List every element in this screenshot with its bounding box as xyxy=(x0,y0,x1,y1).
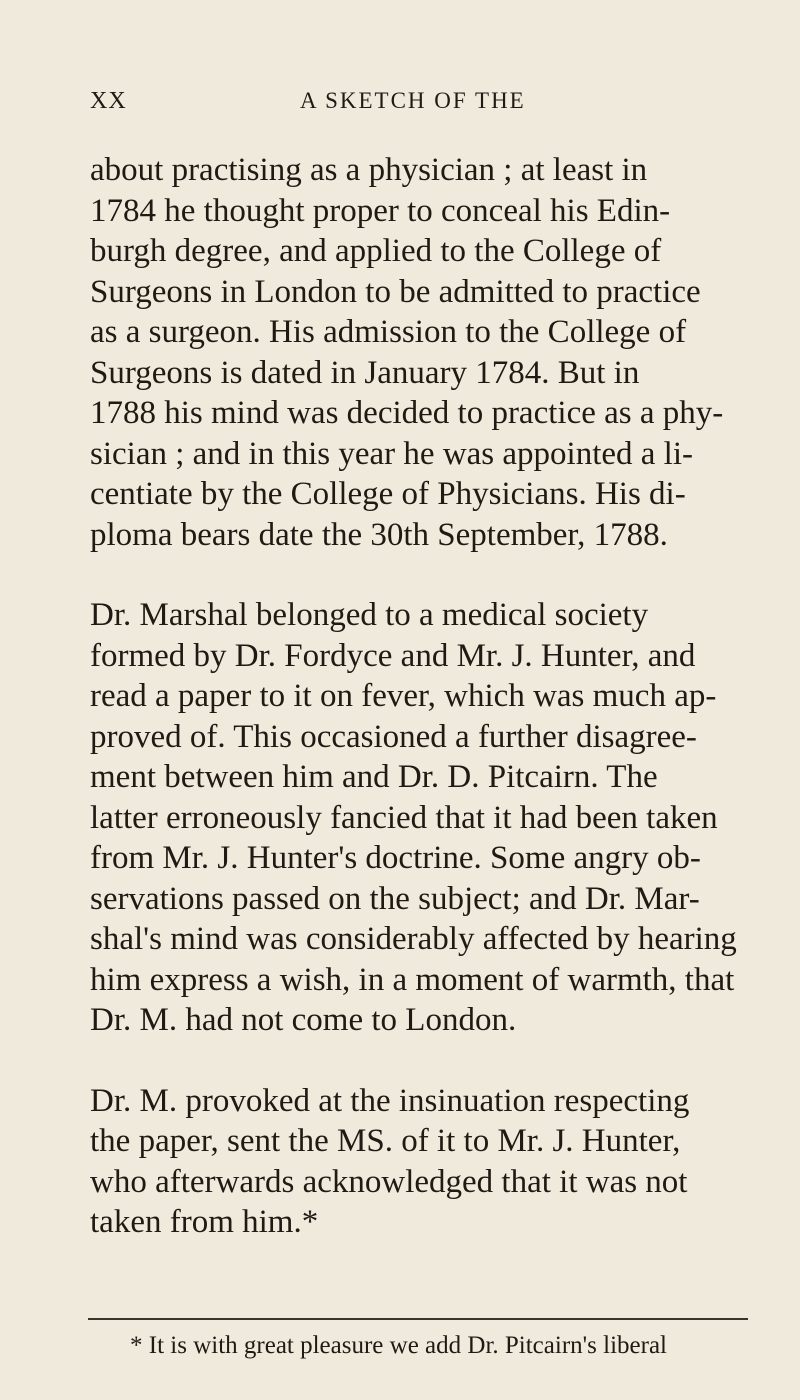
text-line: taken from him.* xyxy=(90,1204,319,1240)
footnote-rule xyxy=(88,1318,748,1320)
text-line: Dr. Marshal belonged to a medical society xyxy=(90,597,649,633)
text-line: servations passed on the subject; and Dr. Mar- xyxy=(90,880,700,917)
text-line: read a paper to it on fever, which was much ap- xyxy=(90,678,717,714)
text-line: ploma bears date the 30th September, 1788. xyxy=(90,516,668,553)
text-line: the paper, sent the MS. of it to Mr. J. Hunter, xyxy=(90,1123,681,1159)
paragraph-1 xyxy=(90,150,750,555)
text-line: about practising as a physician ; at least in xyxy=(90,152,648,188)
text-line: 1784 he thought proper to conceal his Edin- xyxy=(90,192,671,229)
body-text xyxy=(90,150,750,1243)
text-line: him express a wish, in a moment of warmth, that xyxy=(90,961,735,998)
text-line: proved of. This occasioned a further disagree- xyxy=(90,718,697,755)
text-line: 1788 his mind was decided to practice as a phy- xyxy=(90,395,724,431)
text-line: Surgeons is dated in January 1784. But in xyxy=(90,354,640,391)
text-line: from Mr. J. Hunter's doctrine. Some angry ob- xyxy=(90,840,701,876)
text-line: sician ; and in this year he was appointed a li- xyxy=(90,435,693,472)
text-line: as a surgeon. His admission to the College of xyxy=(90,314,687,350)
paragraph-2 xyxy=(90,595,750,1041)
text-line: formed by Dr. Fordyce and Mr. J. Hunter, and xyxy=(90,637,696,674)
text-line: ment between him and Dr. D. Pitcairn. The xyxy=(90,759,658,795)
footnote: * It is with great pleasure we add Dr. Pitcairn's liberal xyxy=(130,1332,667,1359)
page-number: XX xyxy=(90,88,127,114)
text-line: burgh degree, and applied to the College of xyxy=(90,233,662,269)
running-head: A SKETCH OF THE xyxy=(300,88,526,113)
text-line: shal's mind was considerably affected by hearing xyxy=(90,921,737,957)
page-header xyxy=(90,88,720,118)
text-line: who afterwards acknowledged that it was not xyxy=(90,1163,688,1200)
paragraph-3 xyxy=(90,1081,750,1243)
text-line: centiate by the College of Physicians. His di- xyxy=(90,476,686,512)
text-line: Dr. M. provoked at the insinuation respecting xyxy=(90,1082,690,1119)
text-line: Dr. M. had not come to London. xyxy=(90,1002,517,1038)
text-line: latter erroneously fancied that it had been taken xyxy=(90,799,718,836)
text-line: Surgeons in London to be admitted to practice xyxy=(90,273,701,310)
